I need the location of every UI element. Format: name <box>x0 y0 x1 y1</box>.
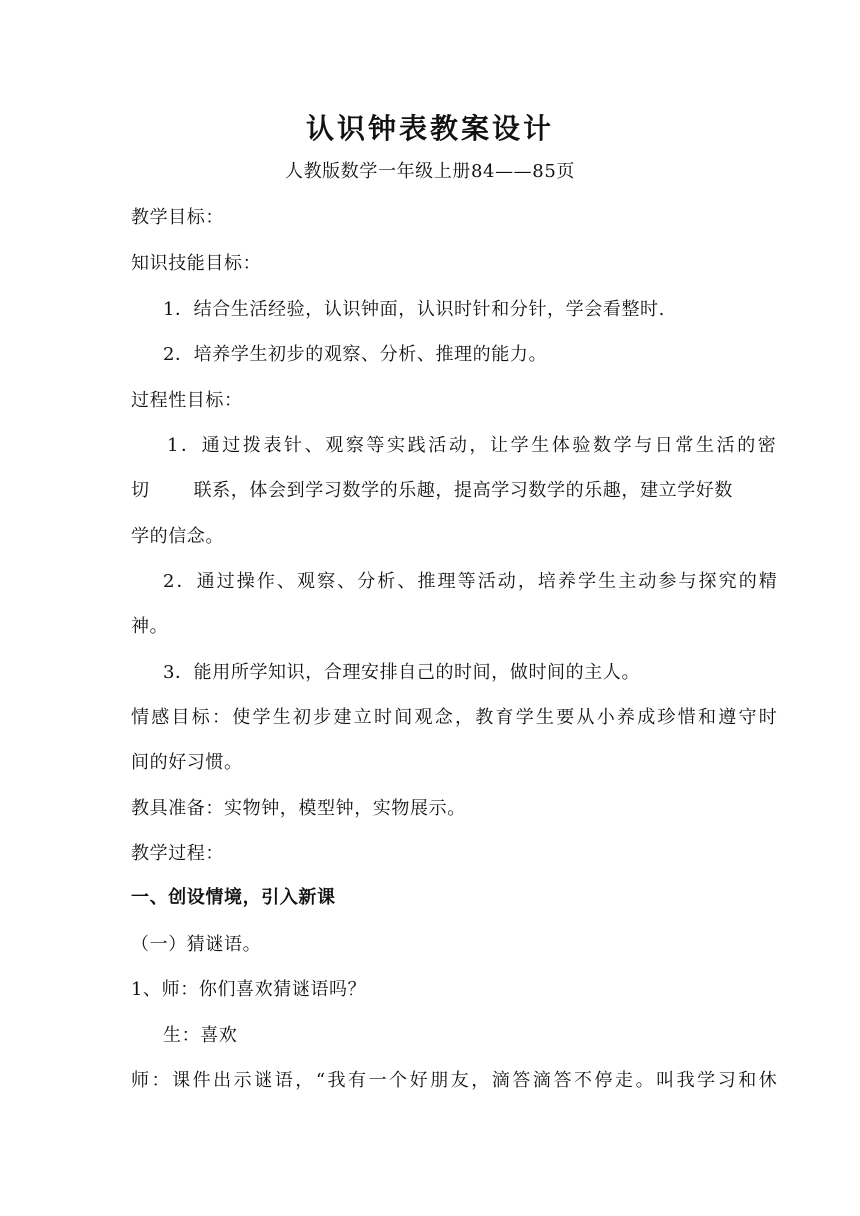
teaching-tools: 教具准备：实物钟，模型钟，实物展示。 <box>131 798 466 819</box>
process-item-1-line-2 <box>131 479 781 503</box>
knowledge-item-1: 1．结合生活经验，认识钟面，认识时针和分针，学会看整时. <box>163 299 665 320</box>
process-item-3: 3．能用所学知识，合理安排自己的时间，做时间的主人。 <box>163 662 641 683</box>
process-item-2-line-2: 神。 <box>131 616 169 637</box>
dialog-line-1: 1、师：你们喜欢猜谜语吗？ <box>131 979 367 1000</box>
process-item-1-line-3: 学的信念。 <box>131 526 224 547</box>
teaching-process-label: 教学过程： <box>131 843 224 864</box>
document-subtitle: 人教版数学一年级上册84——85页 <box>284 161 575 182</box>
dialog-line-2: 生：喜欢 <box>163 1025 238 1046</box>
knowledge-goals-label: 知识技能目标： <box>131 253 262 274</box>
process-item-1-line-2a: 切 <box>131 480 150 501</box>
emotion-goals-line-1: 情感目标：使学生初步建立时间观念，教育学生要从小养成珍惜和遵守时 <box>131 707 778 728</box>
process-goals-label: 过程性目标： <box>131 390 243 411</box>
document-title: 认识钟表教案设计 <box>305 112 554 145</box>
process-item-2-line-1: 2．通过操作、观察、分析、推理等活动，培养学生主动参与探究的精 <box>163 571 778 592</box>
part-1-heading: 一、创设情境，引入新课 <box>131 887 336 908</box>
knowledge-item-2: 2．培养学生初步的观察、分析、推理的能力。 <box>163 344 548 365</box>
part-1-subheading: （一）猜谜语。 <box>131 934 262 955</box>
teaching-goals-label: 教学目标： <box>131 207 224 228</box>
dialog-line-3: 师：课件出示谜语，“我有一个好朋友，滴答滴答不停走。叫我学习和休 <box>131 1070 778 1091</box>
process-item-1-line-2b: 联系，体会到学习数学的乐趣，提高学习数学的乐趣，建立学好数 <box>193 480 734 501</box>
emotion-goals-line-2: 间的好习惯。 <box>131 752 243 773</box>
process-item-1-line-1: 1．通过拨表针、观察等实践活动，让学生体验数学与日常生活的密 <box>167 435 777 456</box>
